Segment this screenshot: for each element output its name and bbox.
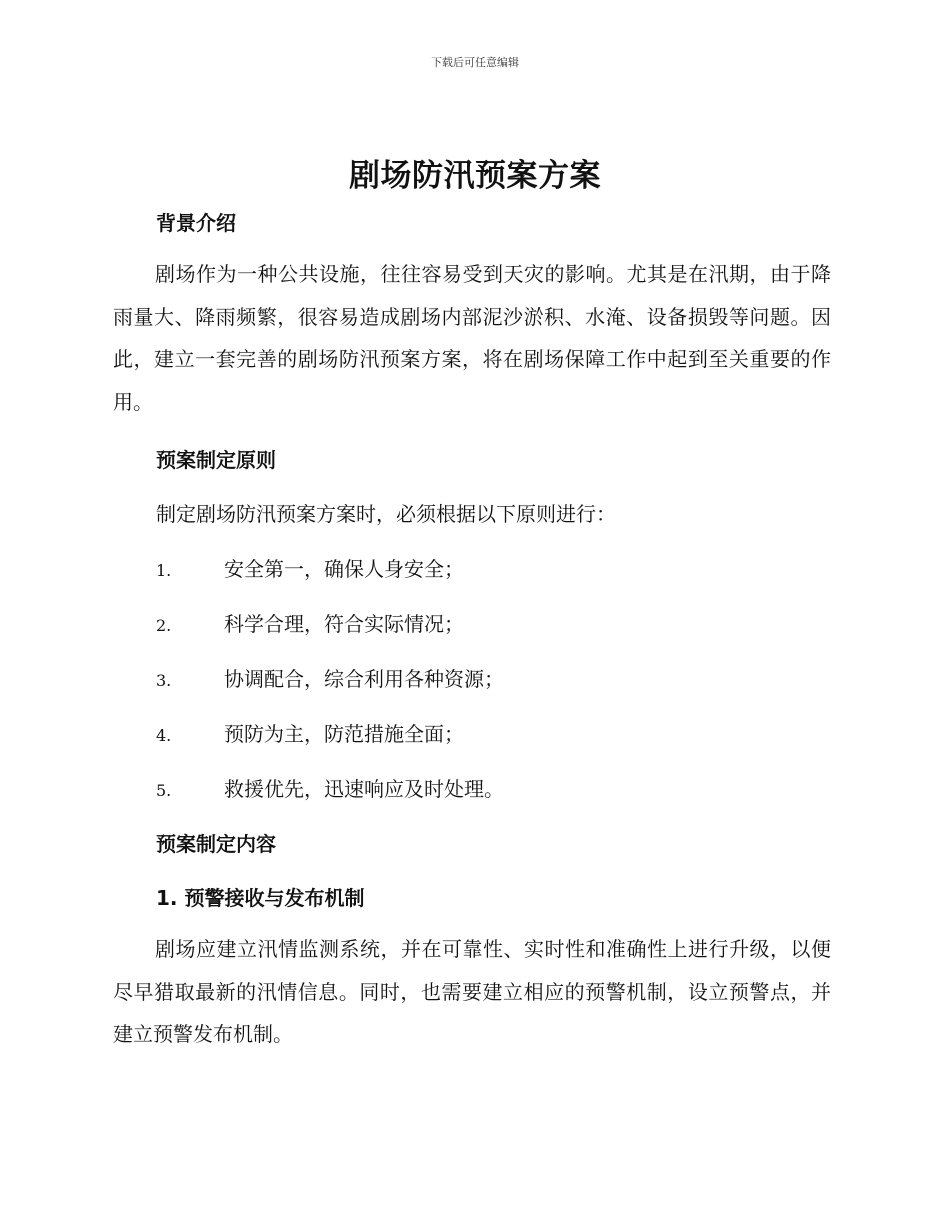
heading-principles: 预案制定原则 <box>156 448 276 472</box>
list-item-text: 预防为主，防范措施全面； <box>224 722 464 746</box>
paragraph-background: 剧场作为一种公共设施，往往容易受到天灾的影响。尤其是在汛期，由于降雨量大、降雨频繁，很容易造成剧场内部泥沙淤积、水淹、设备损毁等问题。因此，建立一套完善的剧场防汛预案方案，将在剧场保障工作中起到至关重要的作用。 <box>113 262 831 414</box>
list-item-number: 4. <box>156 726 172 745</box>
list-item <box>156 773 836 802</box>
heading-content: 预案制定内容 <box>156 832 276 856</box>
paragraph-warning-mechanism: 剧场应建立汛情监测系统，并在可靠性、实时性和准确性上进行升级，以便尽早猎取最新的汛情信息。同时，也需要建立相应的预警机制，设立预警点，并建立预警发布机制。 <box>113 937 831 1046</box>
list-item-number: 2. <box>156 616 172 635</box>
list-item <box>156 608 836 637</box>
list-item-number: 5. <box>156 781 172 800</box>
list-item <box>156 663 836 692</box>
document-title: 剧场防汛预案方案 <box>349 158 601 194</box>
list-item-number: 3. <box>156 671 172 690</box>
list-item-text: 救援优先，迅速响应及时处理。 <box>224 777 504 801</box>
list-item <box>156 553 836 582</box>
list-item-text: 协调配合，综合利用各种资源； <box>224 667 504 691</box>
list-item-text: 安全第一，确保人身安全； <box>224 557 464 581</box>
list-item-text: 科学合理，符合实际情况； <box>224 612 464 636</box>
subheading-warning-mechanism: 1. 预警接收与发布机制 <box>156 886 365 910</box>
list-item-number: 1. <box>156 561 172 580</box>
header-note: 下载后可任意编辑 <box>431 56 519 69</box>
list-item <box>156 718 836 747</box>
principles-intro: 制定剧场防汛预案方案时，必须根据以下原则进行： <box>156 502 616 526</box>
heading-background: 背景介绍 <box>156 211 236 235</box>
